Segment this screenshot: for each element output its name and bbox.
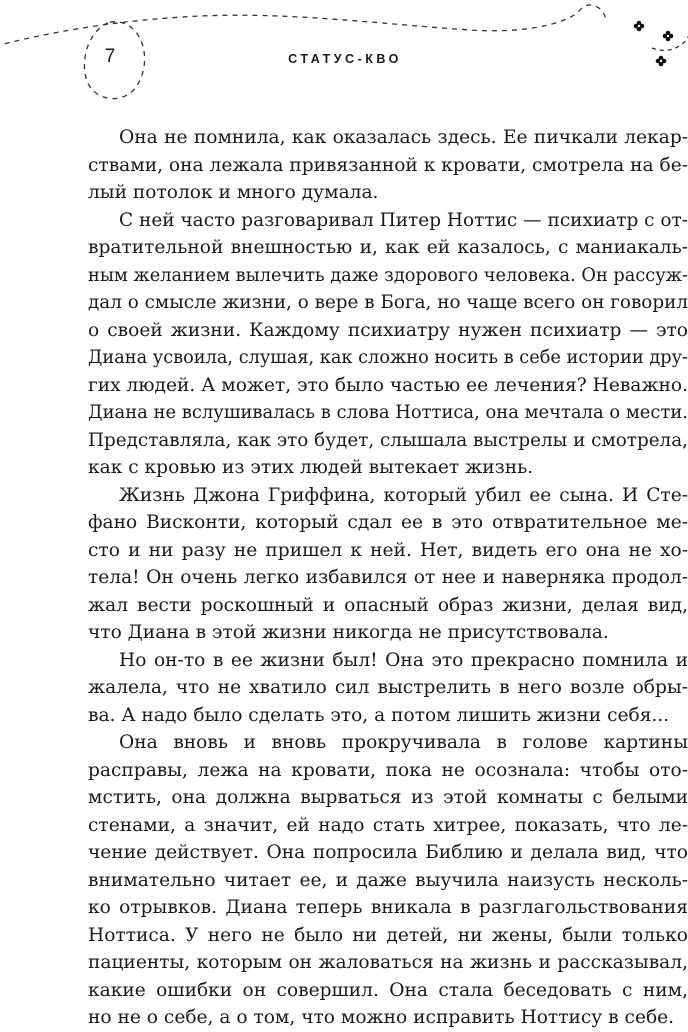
text-line: лый потолок и много думала. bbox=[88, 182, 379, 203]
text-line: Представляла, как это будет, слышала выстрелы и смотрела, bbox=[88, 429, 688, 451]
text-line: как с кровью из этих людей вытекает жизнь. bbox=[88, 457, 534, 478]
text-line: Ноттиса. У него не было ни детей, ни жены, были только bbox=[88, 924, 688, 946]
text-line: внимательно читает ее, и даже выучила наизусть несколь- bbox=[88, 869, 688, 891]
dashed-swoosh-line bbox=[0, 5, 606, 46]
text-line: но не о себе, а о том, что можно исправить Ноттису в себе. bbox=[88, 1007, 675, 1028]
text-line: ствами, она лежала привязанной к кровати, смотрела на бе- bbox=[88, 154, 688, 176]
text-line: пациенты, которым он жаловаться на жизнь и рассказывал, bbox=[88, 952, 688, 973]
text-line: Но он-то в ее жизни был! Она это прекрасно помнила и bbox=[119, 649, 688, 671]
text-line: вратительной внешностью и, как ей казалось, с маниакаль- bbox=[88, 237, 688, 258]
text-line: расправы, лежа на кровати, пока не осознала: чтобы ото- bbox=[88, 759, 688, 781]
text-line: Она не помнила, как оказалась здесь. Ее пичкали лекар- bbox=[119, 127, 688, 148]
text-line: фано Висконти, который сдал ее в это отвратительное ме- bbox=[88, 512, 688, 533]
text-line: Диана не вслушивалась в слова Ноттиса, она мечтала о мести. bbox=[88, 402, 688, 423]
text-line: жалела, что не хватило сил выстрелить в него возле обры- bbox=[88, 677, 688, 698]
flower-icon bbox=[634, 21, 645, 32]
text-line: ва. А надо было сделать это, а потом лишить жизни себя... bbox=[88, 704, 670, 726]
text-line: дал о смысле жизни, о вере в Бога, но чаще всего он говорил bbox=[88, 292, 688, 313]
flower-icon bbox=[656, 56, 667, 67]
text-line: жал вести роскошный и опасный образ жизни, делая вид, bbox=[88, 594, 688, 616]
text-line: стенами, а значит, ей надо стать хитрее, показать, что ле- bbox=[88, 814, 688, 836]
text-line: сто и ни разу не пришел к ней. Нет, видеть его она не хо- bbox=[88, 539, 688, 561]
text-line: о своей жизни. Каждому психиатру нужен психиатр — это bbox=[88, 319, 688, 341]
text-line: чение действует. Она попросила Библию и делала вид, что bbox=[88, 842, 688, 863]
text-line: гих людей. А может, это было частью ее лечения? Неважно. bbox=[88, 374, 688, 396]
text-line: что Диана в этой жизни никогда не присутствовала. bbox=[88, 622, 609, 643]
text-line: Жизнь Джона Гриффина, который убил ее сына. И Сте- bbox=[119, 484, 688, 506]
text-line: Диана усвоила, слушая, как сложно носить в себе истории дру- bbox=[88, 347, 688, 368]
body-text bbox=[88, 124, 688, 1032]
text-line: ко отрывков. Диана теперь вникала в разглагольствования bbox=[88, 897, 688, 918]
flower-icon bbox=[663, 31, 674, 42]
text-line: какие ошибки он совершил. Она стала беседовать с ним, bbox=[88, 979, 688, 1001]
page-number: 7 bbox=[104, 46, 116, 67]
running-title: СТАТУС-КВО bbox=[288, 52, 402, 66]
text-line: мстить, она должна вырваться из этой комнаты с белыми bbox=[88, 787, 688, 808]
text-line: Она вновь и вновь прокручивала в голове картины bbox=[119, 732, 688, 753]
text-line: тела! Он очень легко избавился от нее и наверняка продол- bbox=[88, 567, 688, 588]
text-line: С ней часто разговаривал Питер Ноттис — психиатр с от- bbox=[119, 209, 688, 231]
text-line: ным желанием вылечить даже здорового человека. Он рассуж- bbox=[88, 264, 688, 286]
